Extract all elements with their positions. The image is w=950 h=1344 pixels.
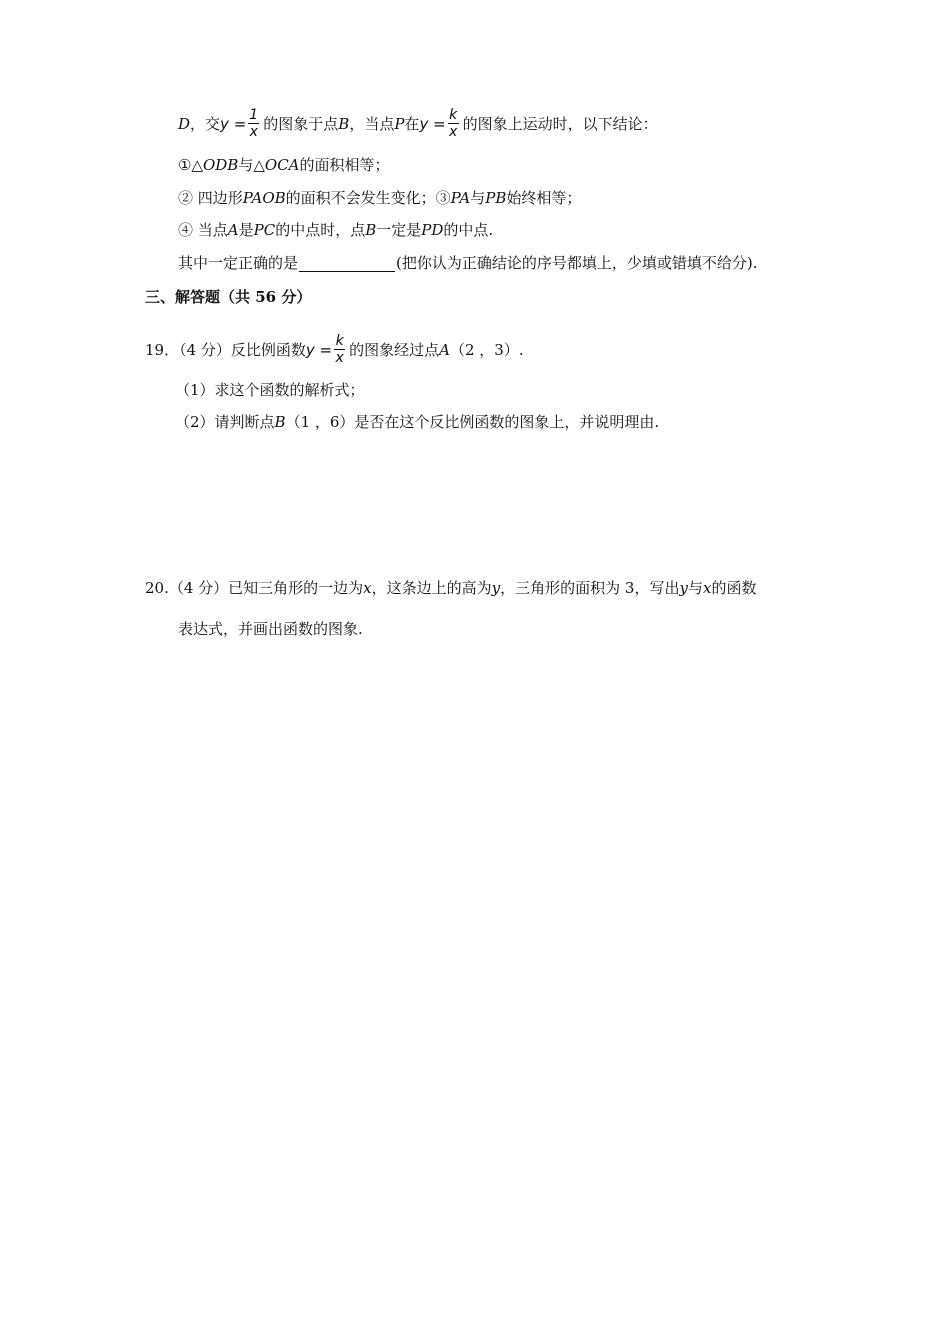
section-heading (145, 287, 311, 307)
q18-line-1 (178, 107, 658, 140)
denominator: x (335, 350, 344, 366)
text: 是 (238, 221, 254, 239)
fraction-1-over-x (248, 107, 259, 140)
denominator: x (249, 124, 258, 140)
text: 的图象上运动时，以下结论： (462, 114, 658, 133)
var-y: y (679, 579, 688, 597)
var-y: y (491, 579, 501, 597)
point-b: B (338, 114, 350, 133)
text: 的面积不会发生变化；③ (285, 189, 451, 207)
text: 20.（4 分）已知三角形的一边为 (145, 579, 364, 597)
fraction-k-over-x (334, 333, 345, 366)
conclusion-4 (178, 220, 493, 240)
segment-pa: PA (450, 189, 471, 207)
text: 的中点. (443, 221, 494, 239)
text: 在 (404, 114, 420, 133)
text: 的图象经过点 (349, 340, 440, 359)
var-x: x (363, 579, 372, 597)
fraction-k-over-x (448, 107, 459, 140)
text: ，交 (190, 114, 221, 133)
text: ，三角形的面积为 3，写出 (500, 579, 680, 597)
text: ② 四边形 (178, 189, 243, 207)
segment-pb: PB (485, 189, 507, 207)
point-a: A (227, 221, 239, 239)
q20-line-2 (178, 619, 363, 639)
text: ④ 当点 (178, 221, 228, 239)
point-p: P (394, 114, 405, 133)
y-equals: y = (419, 114, 446, 133)
point-d: D (178, 114, 191, 133)
segment-pc: PC (253, 221, 276, 239)
q20-stem (145, 578, 756, 598)
text: ①△ (178, 156, 203, 174)
text: 的中点时，点 (275, 221, 366, 239)
text: 的图象于点 (263, 114, 339, 133)
text: ，这条边上的高为 (371, 579, 492, 597)
point-a: A (439, 340, 450, 359)
text: 其中一定正确的是 (178, 254, 299, 272)
text: ，当点 (349, 114, 395, 133)
text: 与 (687, 579, 703, 597)
section-title: 三、解答题（共 56 分） (145, 288, 312, 306)
point-b: B (274, 413, 286, 431)
text: 与 (470, 189, 486, 207)
text: （2）请判断点 (175, 413, 275, 431)
text: 19．（4 分）反比例函数 (145, 340, 306, 359)
triangle-oca: OCA (264, 156, 300, 174)
conclusion-2-3 (178, 188, 581, 208)
text: 表达式，并画出函数的图象. (178, 620, 363, 638)
answer-blank[interactable] (299, 255, 395, 272)
text: 的面积相等； (299, 156, 390, 174)
numerator: 1 (249, 107, 259, 123)
numerator: k (449, 107, 458, 123)
numerator: k (335, 333, 344, 349)
q19-part-1 (175, 380, 365, 400)
q18-answer-line (178, 253, 758, 273)
y-equals: y = (305, 340, 333, 359)
text: 与△ (238, 156, 265, 174)
var-x: x (702, 579, 712, 597)
y-equals: y = (220, 114, 247, 133)
text: （2 ，3）. (449, 340, 524, 359)
text: (把你认为正确结论的序号都填上，少填或错填不给分). (396, 254, 758, 272)
triangle-odb: ODB (202, 156, 239, 174)
segment-pd: PD (421, 221, 444, 239)
text: 一定是 (376, 221, 422, 239)
text: 始终相等； (506, 189, 582, 207)
point-b: B (365, 221, 377, 239)
conclusion-1 (178, 155, 390, 175)
q19-part-2 (175, 412, 659, 432)
q19-stem (145, 333, 524, 366)
quad-paob: PAOB (242, 189, 286, 207)
denominator: x (449, 124, 458, 140)
text: （1）求这个函数的解析式； (175, 381, 365, 399)
text: 的函数 (711, 579, 757, 597)
text: （1 ，6）是否在这个反比例函数的图象上，并说明理由. (285, 413, 660, 431)
